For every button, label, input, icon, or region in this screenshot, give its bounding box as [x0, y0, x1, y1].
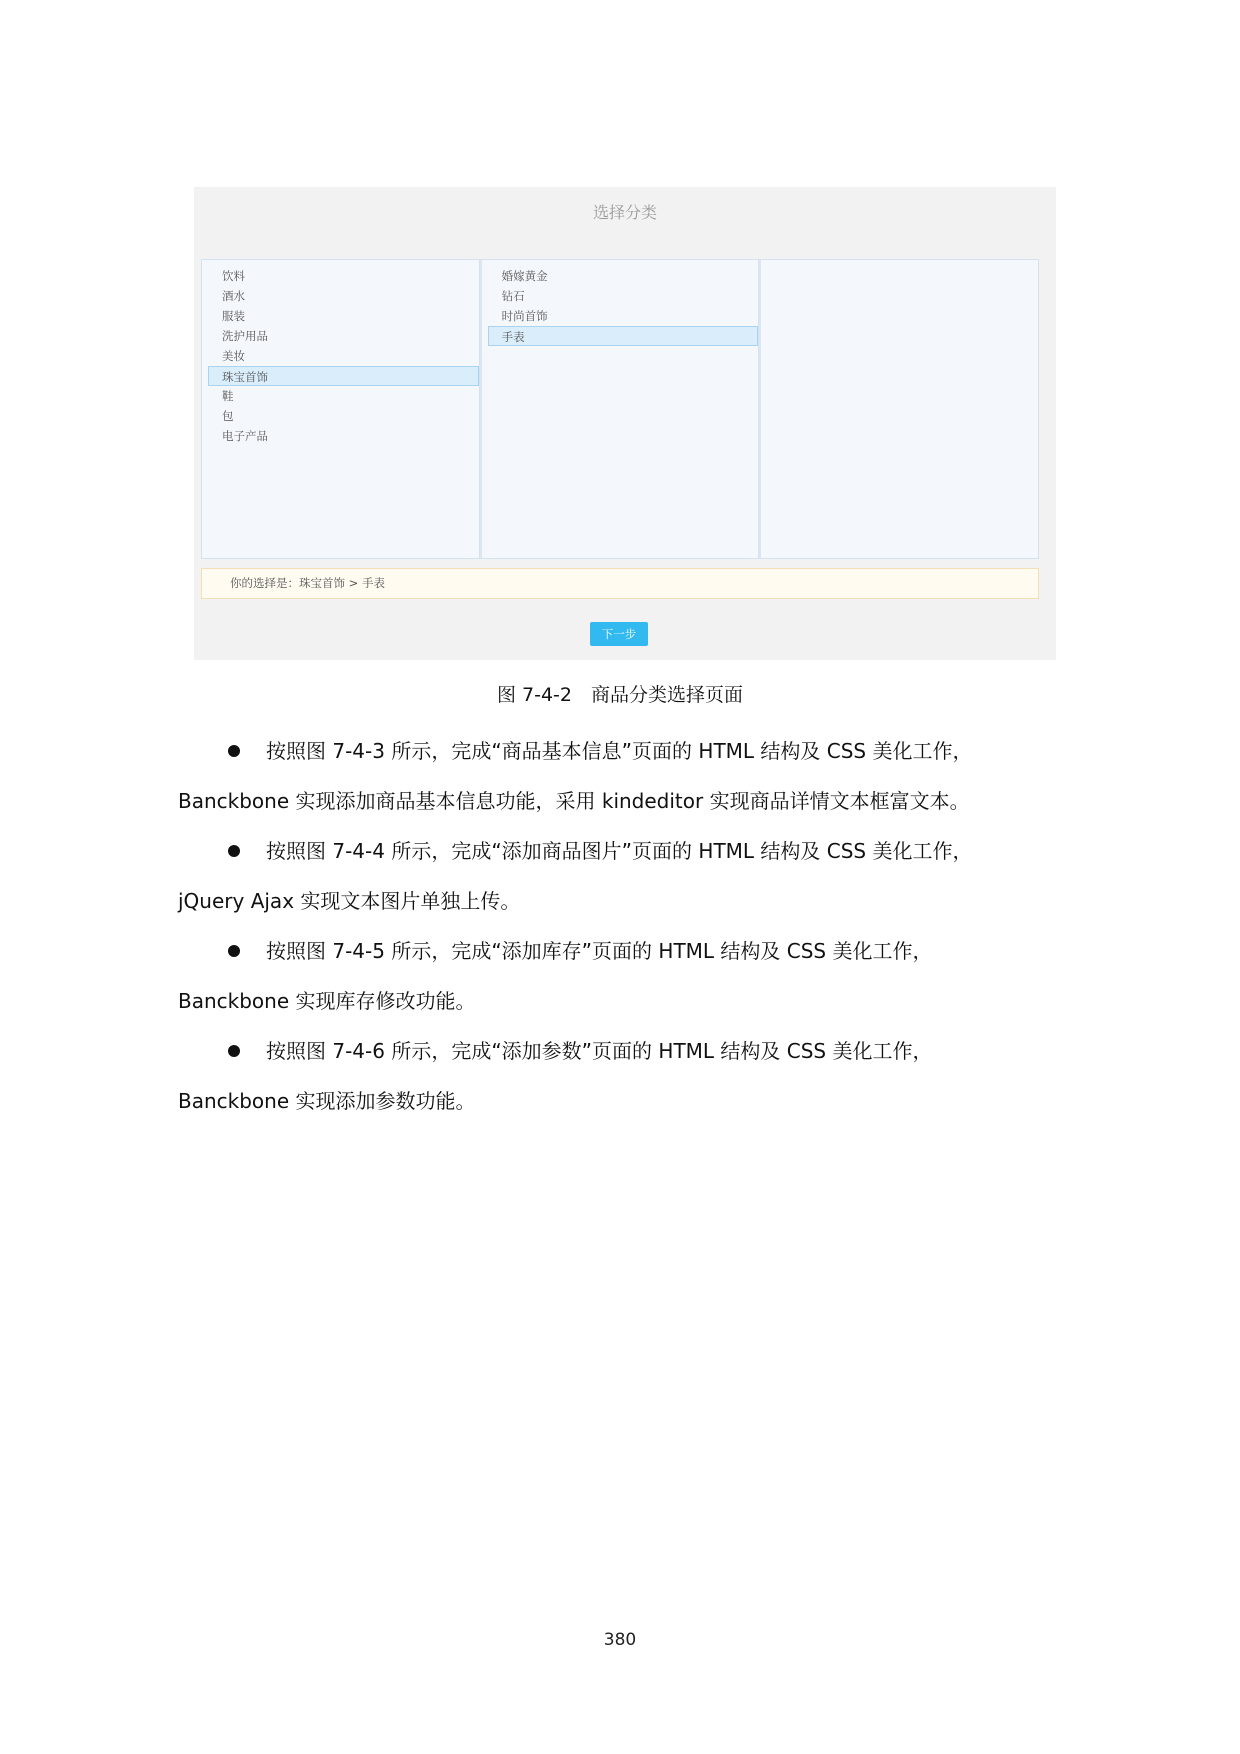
- level1-list: [202, 266, 479, 446]
- bullet-line1: 按照图 7-4-6 所示，完成“添加参数”页面的 HTML 结构及 CSS 美化工作，: [266, 1039, 933, 1063]
- level2-list: [482, 266, 759, 346]
- category-item[interactable]: 美妆: [222, 349, 245, 363]
- next-step-button[interactable]: 下一步: [590, 622, 648, 646]
- bullet-line1: 按照图 7-4-5 所示，完成“添加库存”页面的 HTML 结构及 CSS 美化工作，: [266, 939, 933, 963]
- category-item[interactable]: 钻石: [501, 289, 525, 303]
- bullet-line1: 按照图 7-4-4 所示，完成“添加商品图片”页面的 HTML 结构及 CSS 美化工作，: [266, 839, 973, 863]
- bullet-item: [178, 1026, 1058, 1126]
- category-item[interactable]: 鞋: [222, 389, 234, 403]
- bullet-dot-icon: [228, 945, 240, 957]
- category-item[interactable]: 电子产品: [222, 429, 268, 443]
- category-pane-level1: [201, 259, 480, 559]
- category-item[interactable]: 手表: [488, 326, 759, 346]
- category-item[interactable]: 洗护用品: [222, 329, 268, 343]
- figure-title: 选择分类: [592, 203, 657, 222]
- bullet-line2: jQuery Ajax 实现文本图片单独上传。: [178, 889, 521, 913]
- category-item[interactable]: 饮料: [222, 269, 245, 283]
- bullet-list: [178, 726, 1058, 1126]
- bullet-item: [178, 826, 1058, 926]
- category-item[interactable]: 时尚首饰: [501, 309, 548, 323]
- page-number: 380: [603, 1630, 637, 1650]
- figure-caption: 图 7-4-2 商品分类选择页面: [496, 684, 744, 706]
- bullet-line1: 按照图 7-4-3 所示，完成“商品基本信息”页面的 HTML 结构及 CSS 美化工作，: [266, 739, 973, 763]
- category-item[interactable]: 婚嫁黄金: [501, 269, 548, 283]
- bullet-line2: Banckbone 实现添加商品基本信息功能，采用 kindeditor 实现商品详情文本框富文本。: [178, 789, 970, 813]
- bullet-dot-icon: [228, 745, 240, 757]
- bullet-item: [178, 726, 1058, 826]
- category-pane-level2: [480, 259, 760, 559]
- bullet-item: [178, 926, 1058, 1026]
- category-select-figure: [194, 187, 1056, 660]
- selection-summary: 你的选择是：珠宝首饰 > 手表: [201, 568, 1039, 599]
- bullet-dot-icon: [228, 845, 240, 857]
- category-panes: [201, 259, 1039, 559]
- category-item[interactable]: 酒水: [222, 289, 245, 303]
- bullet-line2: Banckbone 实现库存修改功能。: [178, 989, 476, 1013]
- category-item[interactable]: 珠宝首饰: [208, 366, 479, 386]
- category-item[interactable]: 服装: [222, 309, 245, 323]
- category-item[interactable]: 包: [222, 409, 234, 423]
- bullet-line2: Banckbone 实现添加参数功能。: [178, 1089, 476, 1113]
- category-pane-level3: [759, 259, 1039, 559]
- bullet-dot-icon: [228, 1045, 240, 1057]
